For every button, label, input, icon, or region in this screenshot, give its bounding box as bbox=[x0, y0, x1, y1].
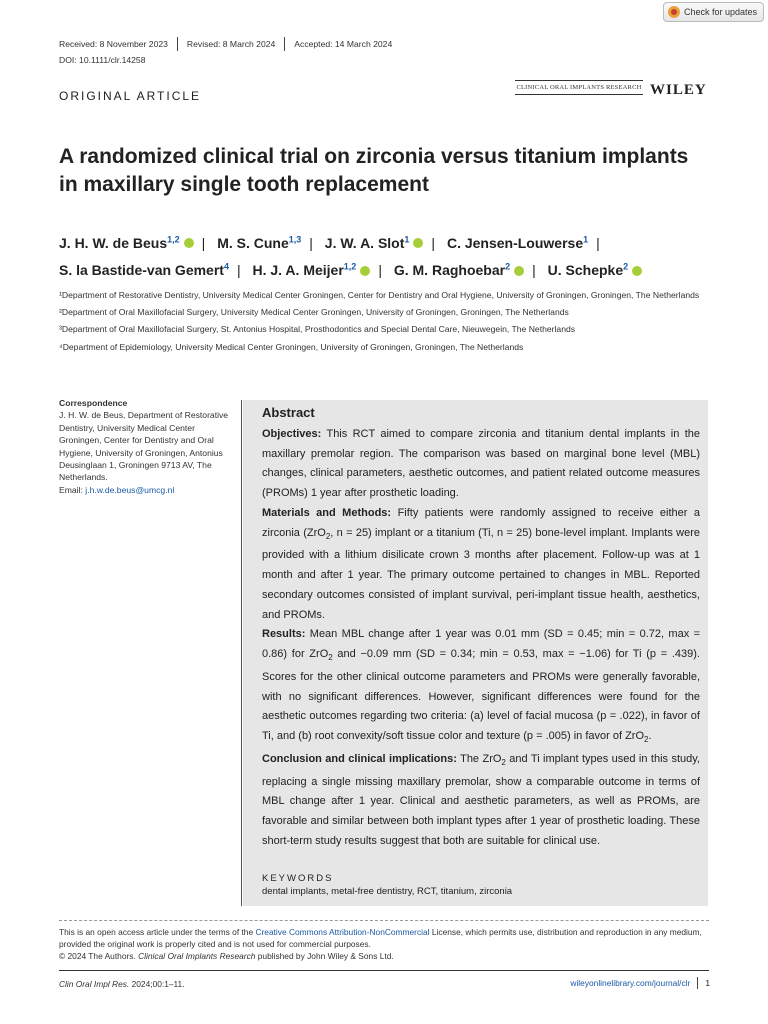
affiliations bbox=[59, 289, 714, 358]
abstract-heading: Abstract bbox=[262, 405, 315, 420]
abstract-results: Results: Mean MBL change after 1 year was 0.01 mm (SD = 0.45; min = 0.72, max = 0.86) for ZrO$_2$ and −0.09 mm (SD = 0.34; min = 0.53, max = −1.06) for Ti (p = .439). Scores for the other clinical outcome parameters and PROMs were generally favorable, with no significant differences. However, significant differences were found for the aesthetic outcomes regarding two criteria: (a) level of facial mucosa (p = .022), in favor of Ti, and (b) root convexity/soft tissue color and texture (p = .005) in favor of ZrO$_2$. bbox=[262, 628, 700, 745]
title-line: in maxillary single tooth replacement bbox=[59, 173, 429, 196]
article-dates bbox=[59, 37, 392, 51]
keywords-list: dental implants, metal-free dentistry, RCT, titanium, zirconia bbox=[262, 886, 513, 897]
journal-logo: CLINICAL ORAL IMPLANTS RESEARCH bbox=[515, 80, 643, 95]
orcid-icon[interactable] bbox=[514, 266, 524, 276]
citation: Clin Oral Impl Res. 2024;00:1–11. bbox=[59, 979, 185, 989]
check-updates-label: Check for updates bbox=[683, 7, 757, 17]
abstract-objectives: Objectives: This RCT aimed to compare zirconia and titanium dental implants in the maxillary premolar region. The comparison was based on marginal bone level (MBL) changes, clinical parameters, aesthetic outcomes, and patient related outcome measures (PROMs) 1 year after prosthetic loading. bbox=[262, 428, 700, 500]
abstract-rule bbox=[241, 400, 242, 906]
abstract-methods: Materials and Methods: Fifty patients were randomly assigned to receive either a zirconia (ZrO$_2$, n = 25) implant or a titanium (Ti, n = 25) bone-level implant. Implants were provided with a lithium disilicate crown 3 months after placement. Follow-up was at 1 month and after 1 year. The primary outcome pertained to changes in MBL. Reported secondary outcomes consisted of implant survival, peri-implant tissue health, aesthetics, and PROMs. bbox=[262, 506, 701, 621]
author-list: J. H. W. de Beus$^{1,2}$ | M. S. Cune$^{1,3}$ | J. W. A. Slot$^1$ | C. Jensen-Louwerse$^1$ | S. la Bastide-van Gemert$^4$ | H. J. A. Meijer$^{1,2}$ | G. M. Raghoebar$^2$ | U. Schepke$^2$ bbox=[59, 227, 719, 282]
correspondence bbox=[59, 397, 229, 496]
doi: DOI: 10.1111/clr.14258 bbox=[59, 55, 146, 65]
revised-date: Revised: 8 March 2024 bbox=[186, 39, 276, 49]
author[interactable]: J. W. A. Slot$^1$ bbox=[325, 235, 424, 251]
article-title bbox=[59, 143, 719, 199]
affiliation: ³Department of Oral Maxillofacial Surgery, St. Antonius Hospital, Prosthodontics and Special Dental Care, Nieuwegein, The Netherlands bbox=[59, 324, 576, 335]
author[interactable]: U. Schepke$^2$ bbox=[548, 262, 643, 278]
author[interactable]: S. la Bastide-van Gemert$^4$ bbox=[59, 261, 229, 279]
received-date: Received: 8 November 2023 bbox=[59, 39, 168, 49]
divider bbox=[697, 977, 698, 989]
footer-rule bbox=[59, 970, 709, 971]
article-type: ORIGINAL ARTICLE bbox=[59, 89, 202, 103]
correspondence-address: J. H. W. de Beus, Department of Restorative Dentistry, University Medical Center Groningen, Center for Dentistry and Oral Hygiene, University of Groningen, Antonius Deusinglaan 1, Groningen 9713 AV, The Netherlands. bbox=[59, 410, 229, 483]
affiliation: ¹Department of Restorative Dentistry, University Medical Center Groningen, Center for Dentistry and Oral Hygiene, University of Groningen, Groningen, The Netherlands bbox=[59, 290, 700, 300]
publisher-logo: WILEY bbox=[650, 82, 707, 98]
orcid-icon[interactable] bbox=[184, 238, 194, 248]
journal-url-link[interactable]: wileyonlinelibrary.com/journal/clr bbox=[570, 978, 691, 988]
keywords-heading: KEYWORDS bbox=[262, 873, 334, 884]
title-line: A randomized clinical trial on zirconia versus titanium implants bbox=[59, 145, 689, 168]
accepted-date: Accepted: 14 March 2024 bbox=[294, 39, 393, 49]
abstract-conclusion: Conclusion and clinical implications: The ZrO$_2$ and Ti implant types used in this study, replacing a single missing maxillary premolar, show a comparable outcome in terms of MBL change after 1 year. Clinical and aesthetic parameters, as well as PROMs, are favorable and similar between both implant types after 1 year of prosthetic loading. These short-term study results suggest that both are suitable for clinical use. bbox=[262, 752, 700, 847]
orcid-icon[interactable] bbox=[360, 266, 370, 276]
divider bbox=[284, 37, 285, 51]
page-number: 1 bbox=[705, 978, 710, 988]
license-text: This is an open access article under the terms of the Creative Commons Attribution-NonCommercial License, which permits use, distribution and reproduction in any medium, provided the original work is properly cited and is not used for commercial purposes. © 2024 The Authors. Clinical Oral Implants Research published by John Wiley & Sons Ltd. bbox=[59, 927, 702, 962]
author[interactable]: C. Jensen-Louwerse$^1$ bbox=[446, 234, 589, 251]
orcid-icon[interactable] bbox=[413, 238, 423, 248]
author[interactable]: G. M. Raghoebar$^2$ bbox=[394, 262, 524, 278]
license-link[interactable]: Creative Commons Attribution-NonCommercial bbox=[255, 927, 430, 937]
orcid-icon[interactable] bbox=[632, 266, 642, 276]
author[interactable]: J. H. W. de Beus$^{1,2}$ bbox=[59, 235, 194, 251]
correspondence-heading: Correspondence bbox=[59, 398, 128, 408]
divider bbox=[177, 37, 178, 51]
abstract-body bbox=[262, 425, 700, 852]
footer-right bbox=[570, 977, 710, 989]
email-link[interactable]: j.h.w.de.beus@umcg.nl bbox=[85, 484, 175, 495]
crossmark-icon bbox=[668, 6, 680, 18]
email-label: Email: bbox=[59, 484, 83, 495]
author[interactable]: H. J. A. Meijer$^{1,2}$ bbox=[253, 262, 371, 278]
check-for-updates-button[interactable] bbox=[663, 2, 764, 22]
divider bbox=[59, 920, 709, 921]
author[interactable]: M. S. Cune$^{1,3}$ bbox=[217, 234, 302, 251]
affiliation: ²Department of Oral Maxillofacial Surgery, University Medical Center Groningen, University of Groningen, Groningen, The Netherlands bbox=[59, 307, 569, 318]
affiliation: ⁴Department of Epidemiology, University Medical Center Groningen, University of Groningen, Groningen, The Netherlands bbox=[59, 341, 524, 352]
